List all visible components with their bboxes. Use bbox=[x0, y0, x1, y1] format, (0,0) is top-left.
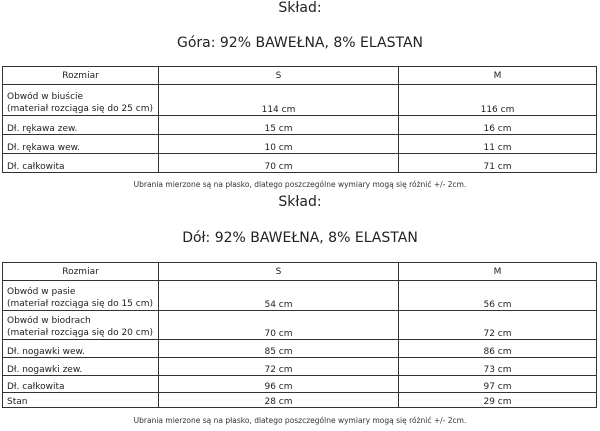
row-label: Dł. nogawki zew. bbox=[3, 358, 159, 376]
header-size: Rozmiar bbox=[3, 263, 159, 281]
section-2-composition: Dół: 92% BAWEŁNA, 8% ELASTAN bbox=[182, 230, 418, 246]
table-row bbox=[3, 135, 597, 154]
value-s: 28 cm bbox=[159, 393, 399, 408]
header-s: S bbox=[159, 67, 399, 85]
header-m: M bbox=[399, 67, 597, 85]
table-row bbox=[3, 311, 597, 340]
value-m: 116 cm bbox=[399, 85, 597, 116]
table-row bbox=[3, 116, 597, 135]
table-row bbox=[3, 376, 597, 393]
value-m: 86 cm bbox=[399, 340, 597, 358]
value-m: 72 cm bbox=[399, 311, 597, 340]
measurement-note: Ubrania mierzone są na płasko, dlatego poszczególne wymiary mogą się różnić +/- 2cm. bbox=[133, 416, 467, 425]
value-m: 73 cm bbox=[399, 358, 597, 376]
size-table-bottom bbox=[2, 262, 597, 408]
value-s: 96 cm bbox=[159, 376, 399, 393]
row-label: Dł. nogawki wew. bbox=[3, 340, 159, 358]
table-row bbox=[3, 358, 597, 376]
section-1-title: Skład: bbox=[278, 0, 322, 16]
value-m: 97 cm bbox=[399, 376, 597, 393]
header-s: S bbox=[159, 263, 399, 281]
section-1-composition: Góra: 92% BAWEŁNA, 8% ELASTAN bbox=[176, 35, 423, 51]
value-s: 72 cm bbox=[159, 358, 399, 376]
size-table-top bbox=[2, 66, 597, 173]
header-size: Rozmiar bbox=[3, 67, 159, 85]
header-m: M bbox=[399, 263, 597, 281]
row-label: Obwód w biodrach (materiał rozciąga się do 20 cm) bbox=[3, 311, 159, 340]
table-row bbox=[3, 340, 597, 358]
value-s: 70 cm bbox=[159, 311, 399, 340]
row-label: Dł. całkowita bbox=[3, 154, 159, 173]
row-label: Dł. całkowita bbox=[3, 376, 159, 393]
row-label: Dł. rękawa wew. bbox=[3, 135, 159, 154]
row-label: Dł. rękawa zew. bbox=[3, 116, 159, 135]
value-s: 10 cm bbox=[159, 135, 399, 154]
table-row bbox=[3, 281, 597, 311]
value-s: 15 cm bbox=[159, 116, 399, 135]
table-row bbox=[3, 154, 597, 173]
value-m: 29 cm bbox=[399, 393, 597, 408]
table-row bbox=[3, 393, 597, 408]
value-s: 54 cm bbox=[159, 281, 399, 311]
table-header-row bbox=[3, 67, 597, 85]
value-m: 56 cm bbox=[399, 281, 597, 311]
value-s: 70 cm bbox=[159, 154, 399, 173]
value-m: 71 cm bbox=[399, 154, 597, 173]
row-label: Obwód w pasie (materiał rozciąga się do 15 cm) bbox=[3, 281, 159, 311]
value-m: 16 cm bbox=[399, 116, 597, 135]
value-s: 85 cm bbox=[159, 340, 399, 358]
value-m: 11 cm bbox=[399, 135, 597, 154]
section-2-title: Skład: bbox=[278, 194, 322, 210]
row-label: Stan bbox=[3, 393, 159, 408]
row-label: Obwód w biuście (materiał rozciąga się do 25 cm) bbox=[3, 85, 159, 116]
table-row bbox=[3, 85, 597, 116]
value-s: 114 cm bbox=[159, 85, 399, 116]
table-header-row bbox=[3, 263, 597, 281]
measurement-note: Ubrania mierzone są na płasko, dlatego poszczególne wymiary mogą się różnić +/- 2cm. bbox=[133, 180, 467, 189]
